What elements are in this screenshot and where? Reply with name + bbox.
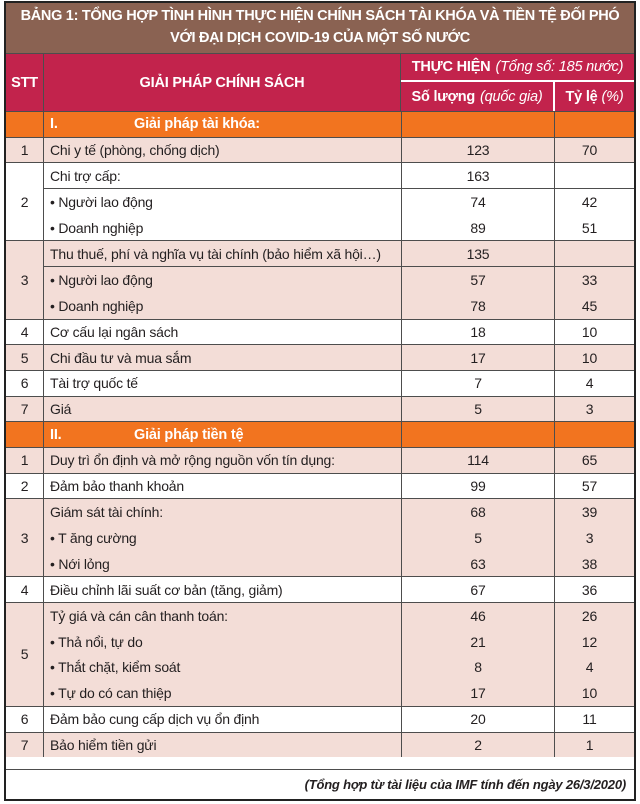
col-header-rate <box>555 82 634 111</box>
table-row-group <box>6 498 634 576</box>
row-qty: 163 <box>402 163 555 188</box>
row-label: Chi y tế (phòng, chống dịch) <box>44 138 402 163</box>
table-row-group <box>6 240 634 318</box>
row-label: Tài trợ quốc tế <box>44 371 402 396</box>
row-qty: 135 <box>402 241 555 266</box>
row-label: Cơ cấu lại ngân sách <box>44 320 402 345</box>
row-qty: 114 <box>402 448 555 473</box>
row-qty: 17 <box>402 345 555 370</box>
col-header-impl-subrow <box>401 82 634 111</box>
row-label: Đảm bảo cung cấp dịch vụ ổn định <box>44 707 402 732</box>
row-stt: 5 <box>6 345 44 370</box>
row-group-body <box>44 603 634 706</box>
row-label: Giá <box>44 397 402 422</box>
row-qty: 123 <box>402 138 555 163</box>
table-header <box>6 53 634 111</box>
rate-label: Tỷ lệ <box>565 88 598 105</box>
table-row <box>6 319 634 345</box>
row-qty: 7 <box>402 371 555 396</box>
table-body <box>6 111 634 769</box>
table-row <box>6 576 634 602</box>
table-row-group <box>6 602 634 706</box>
row-label: Chi đầu tư và mua sắm <box>44 345 402 370</box>
row-subitem-label: • Doanh nghiệp <box>44 215 402 241</box>
row-rate: 51 <box>581 219 598 236</box>
row-label: Giám sát tài chính: <box>44 499 402 525</box>
row-rate: 33 <box>581 271 598 288</box>
row-stt: 4 <box>6 320 44 345</box>
row-subline <box>44 525 634 551</box>
row-qty: 18 <box>402 320 555 345</box>
table-row <box>6 396 634 422</box>
row-stt: 1 <box>6 448 44 473</box>
row-label: Thu thuế, phí và nghĩa vụ tài chính (bảo hiểm xã hội…) <box>44 241 402 266</box>
section-header-monetary <box>6 421 634 447</box>
row-label: Điều chỉnh lãi suất cơ bản (tăng, giảm) <box>44 577 402 602</box>
table-row <box>6 137 634 163</box>
row-label: Đảm bảo thanh khoản <box>44 474 402 499</box>
table-row <box>6 447 634 473</box>
col-header-policy: GIẢI PHÁP CHÍNH SÁCH <box>44 54 401 111</box>
row-qty: 5 <box>402 525 555 551</box>
row-subitem-label: • Nới lỏng <box>44 551 402 577</box>
row-rate: 10 <box>581 323 598 340</box>
section-qty-cell <box>402 112 555 137</box>
row-stt: 4 <box>6 577 44 602</box>
row-rate: 26 <box>581 607 598 624</box>
col-header-implementation <box>401 54 634 111</box>
section-stt-cell <box>6 112 44 137</box>
row-rate: 3 <box>585 529 594 546</box>
row-rate <box>555 163 634 188</box>
table-row <box>6 706 634 732</box>
row-subline <box>44 551 634 577</box>
row-subline <box>44 654 634 680</box>
row-subline <box>44 163 634 189</box>
row-stt: 2 <box>6 163 44 240</box>
row-qty: 99 <box>402 474 555 499</box>
row-qty: 8 <box>402 654 555 680</box>
row-stt: 6 <box>6 707 44 732</box>
col-header-impl-title <box>401 54 634 82</box>
impl-title-bold: THỰC HIỆN <box>411 59 491 75</box>
row-qty: 46 <box>402 603 555 629</box>
row-rate: 10 <box>581 684 598 701</box>
row-qty: 67 <box>402 577 555 602</box>
row-qty: 20 <box>402 707 555 732</box>
table-row <box>6 473 634 499</box>
row-subline <box>44 603 634 629</box>
row-stt: 7 <box>6 733 44 758</box>
row-qty: 78 <box>402 293 555 319</box>
row-subitem-label: • Tự do có can thiệp <box>44 680 402 706</box>
row-stt: 5 <box>6 603 44 706</box>
row-rate: 65 <box>581 452 598 469</box>
row-subitem-label: • Doanh nghiệp <box>44 293 402 319</box>
col-header-quantity <box>401 82 555 111</box>
row-rate: 12 <box>581 633 598 650</box>
section-title: Giải pháp tài khóa: <box>134 116 260 133</box>
row-label: Chi trợ cấp: <box>44 163 402 188</box>
section-rate-cell <box>555 422 634 447</box>
row-rate: 39 <box>581 504 598 521</box>
row-qty: 2 <box>402 733 555 758</box>
row-rate: 57 <box>581 477 598 494</box>
section-stt-cell <box>6 422 44 447</box>
row-label: Tỷ giá và cán cân thanh toán: <box>44 603 402 629</box>
covid-policy-table <box>4 1 636 801</box>
row-qty: 63 <box>402 551 555 577</box>
row-qty: 57 <box>402 267 555 293</box>
row-subitem-label: • T ăng cường <box>44 525 402 551</box>
row-rate: 11 <box>582 711 597 728</box>
row-subline <box>44 680 634 706</box>
row-subline <box>44 293 634 319</box>
row-subline <box>44 267 634 293</box>
row-subitem-label: • Thắt chặt, kiểm soát <box>44 654 402 680</box>
quantity-label: Số lượng <box>411 88 476 105</box>
row-rate: 70 <box>581 142 598 159</box>
row-group-body <box>44 241 634 318</box>
table-source-note: (Tổng hợp từ tài liệu của IMF tính đến ngày 26/3/2020) <box>6 769 634 799</box>
row-subline <box>44 189 634 215</box>
section-number: II. <box>50 426 62 443</box>
row-subline <box>44 499 634 525</box>
row-subline <box>44 629 634 655</box>
row-stt: 2 <box>6 474 44 499</box>
table-title: BẢNG 1: TỔNG HỢP TÌNH HÌNH THỰC HIỆN CHÍNH SÁCH TÀI KHÓA VÀ TIỀN TỆ ĐỐI PHÓ VỚI ĐẠI DỊCH COVID-19 CỦA MỘT SỐ NƯỚC <box>6 3 634 53</box>
row-rate: 4 <box>585 375 594 392</box>
row-stt: 1 <box>6 138 44 163</box>
row-qty: 74 <box>402 189 555 215</box>
section-title-cell <box>44 422 402 447</box>
col-header-stt: STT <box>6 54 44 111</box>
row-subline <box>44 241 634 267</box>
row-stt: 7 <box>6 397 44 422</box>
rate-note: (%) <box>601 88 624 105</box>
impl-title-note: (Tổng số: 185 nước) <box>495 59 624 75</box>
row-rate: 38 <box>581 555 598 572</box>
row-subitem-label: • Người lao động <box>44 189 402 215</box>
row-subline <box>44 215 634 241</box>
quantity-note: (quốc gia) <box>480 88 543 105</box>
section-qty-cell <box>402 422 555 447</box>
row-qty: 89 <box>402 215 555 241</box>
row-qty: 17 <box>402 680 555 706</box>
section-title-cell <box>44 112 402 137</box>
row-rate: 42 <box>581 193 598 210</box>
section-header-fiscal <box>6 111 634 137</box>
section-rate-cell <box>555 112 634 137</box>
row-qty: 68 <box>402 499 555 525</box>
row-stt: 3 <box>6 499 44 576</box>
row-stt: 6 <box>6 371 44 396</box>
row-rate: 36 <box>581 581 598 598</box>
row-rate: 4 <box>585 659 594 676</box>
table-row-group <box>6 162 634 240</box>
section-number: I. <box>50 116 58 133</box>
row-rate: 3 <box>585 400 594 417</box>
row-subitem-label: • Thả nổi, tự do <box>44 629 402 655</box>
row-label: Duy trì ổn định và mở rộng nguồn vốn tín dụng: <box>44 448 402 473</box>
row-rate <box>555 241 634 266</box>
row-stt: 3 <box>6 241 44 318</box>
row-qty: 21 <box>402 629 555 655</box>
row-subitem-label: • Người lao động <box>44 267 402 293</box>
table-row <box>6 732 634 758</box>
row-rate: 1 <box>585 736 594 753</box>
row-qty: 5 <box>402 397 555 422</box>
row-rate: 45 <box>581 297 598 314</box>
row-label: Bảo hiểm tiền gửi <box>44 733 402 758</box>
table-row <box>6 344 634 370</box>
section-title: Giải pháp tiền tệ <box>134 426 244 443</box>
row-rate: 10 <box>581 349 598 366</box>
row-group-body <box>44 499 634 576</box>
row-group-body <box>44 163 634 240</box>
table-row <box>6 370 634 396</box>
